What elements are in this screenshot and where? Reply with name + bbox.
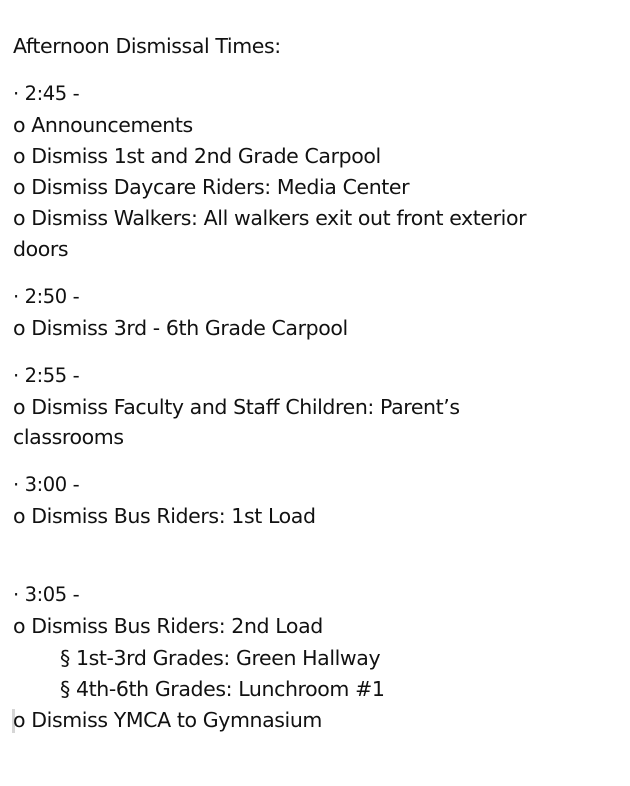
list-item-continuation: classrooms — [13, 425, 124, 449]
list-item: o Announcements — [13, 113, 193, 137]
list-item: o Dismiss 3rd - 6th Grade Carpool — [13, 316, 348, 340]
list-item: o Dismiss Faculty and Staff Children: Parent’s — [13, 395, 460, 419]
sub-list-item: § 4th-6th Grades: Lunchroom #1 — [60, 677, 385, 701]
time-heading-300: · 3:00 - — [13, 473, 80, 496]
time-heading-305: · 3:05 - — [13, 583, 80, 606]
list-item-continuation: doors — [13, 237, 69, 261]
list-item: o Dismiss Daycare Riders: Media Center — [13, 175, 410, 199]
list-item: o Dismiss Walkers: All walkers exit out front exterior — [13, 206, 527, 230]
time-heading-250: · 2:50 - — [13, 285, 80, 308]
time-heading-255: · 2:55 - — [13, 364, 80, 387]
list-item: o Dismiss Bus Riders: 2nd Load — [13, 614, 323, 638]
list-item: o Dismiss Bus Riders: 1st Load — [13, 504, 316, 528]
time-heading-245: · 2:45 - — [13, 82, 80, 105]
list-item: o Dismiss 1st and 2nd Grade Carpool — [13, 144, 381, 168]
sub-list-item: § 1st-3rd Grades: Green Hallway — [60, 646, 381, 670]
document-title: Afternoon Dismissal Times: — [13, 34, 281, 58]
list-item: o Dismiss YMCA to Gymnasium — [13, 708, 323, 732]
